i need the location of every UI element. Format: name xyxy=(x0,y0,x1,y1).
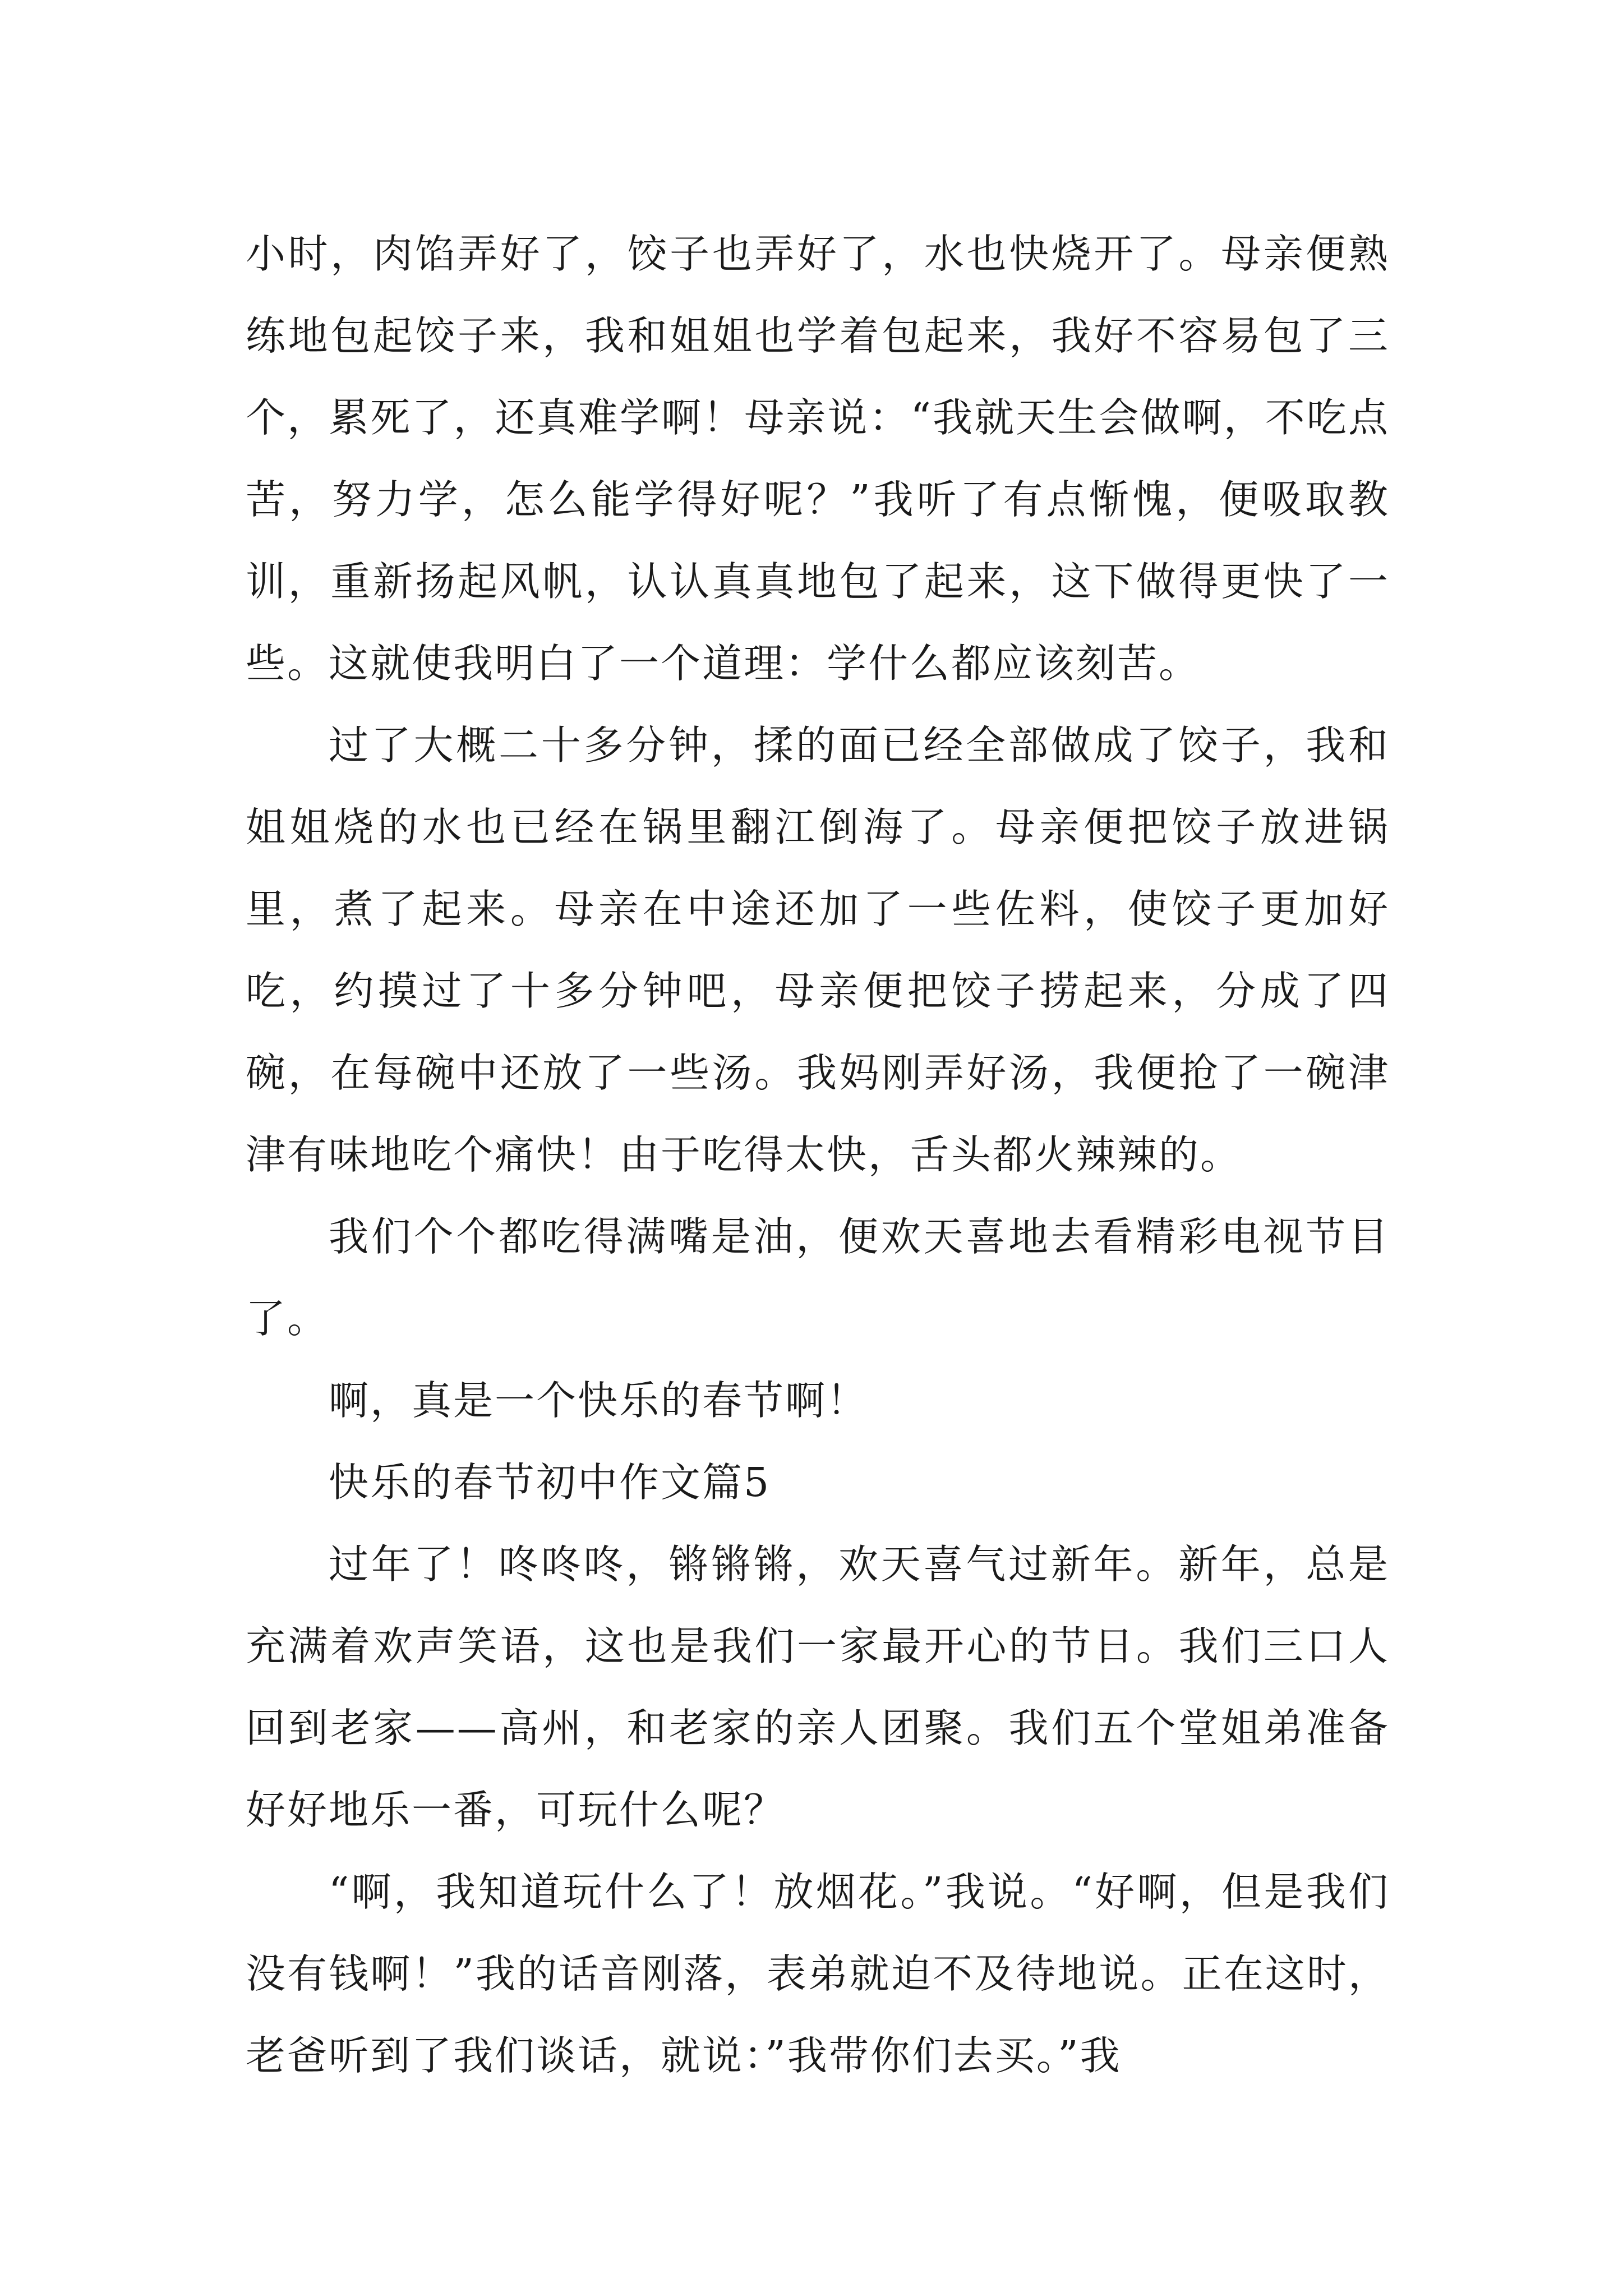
paragraph: “啊，我知道玩什么了！放烟花。”我说。“好啊，但是我们没有钱啊！”我的话音刚落，表弟就迫不及待地说。正在这时，老爸听到了我们谈话，就说：”我带你们去买。”我 xyxy=(246,1869,1390,2079)
paragraph: 过了大概二十多分钟，揉的面已经全部做成了饺子，我和姐姐烧的水也已经在锅里翻江倒海了。母亲便把饺子放进锅里，煮了起来。母亲在中途还加了一些佐料，使饺子更加好吃，约摸过了十多分钟吧，母亲便把饺子捞起来，分成了四碗，在每碗中还放了一些汤。我妈刚弄好汤，我便抢了一碗津津有味地吃个痛快！由于吃得太快，舌头都火辣辣的。 xyxy=(246,722,1390,1178)
section-heading: 快乐的春节初中作文篇5 xyxy=(329,1459,771,1506)
document-body xyxy=(246,213,1390,2097)
paragraph: 我们个个都吃得满嘴是油，便欢天喜地去看精彩电视节目了。 xyxy=(246,1213,1390,1342)
paragraph: 过年了！咚咚咚，锵锵锵，欢天喜气过新年。新年，总是充满着欢声笑语，这也是我们一家最开心的节日。我们三口人回到老家——高州，和老家的亲人团聚。我们五个堂姐弟准备好好地乐一番，可玩什么呢？ xyxy=(246,1541,1390,1833)
paragraph: 啊，真是一个快乐的春节啊！ xyxy=(329,1377,869,1424)
paragraph-continued: 小时，肉馅弄好了，饺子也弄好了，水也快烧开了。母亲便熟练地包起饺子来，我和姐姐也学着包起来，我好不容易包了三个，累死了，还真难学啊！母亲说：“我就天生会做啊，不吃点苦，努力学，怎么能学得好呢？”我听了有点惭愧，便吸取教训，重新扬起风帆，认认真真地包了起来，这下做得更快了一些。这就使我明白了一个道理：学什么都应该刻苦。 xyxy=(246,231,1390,687)
